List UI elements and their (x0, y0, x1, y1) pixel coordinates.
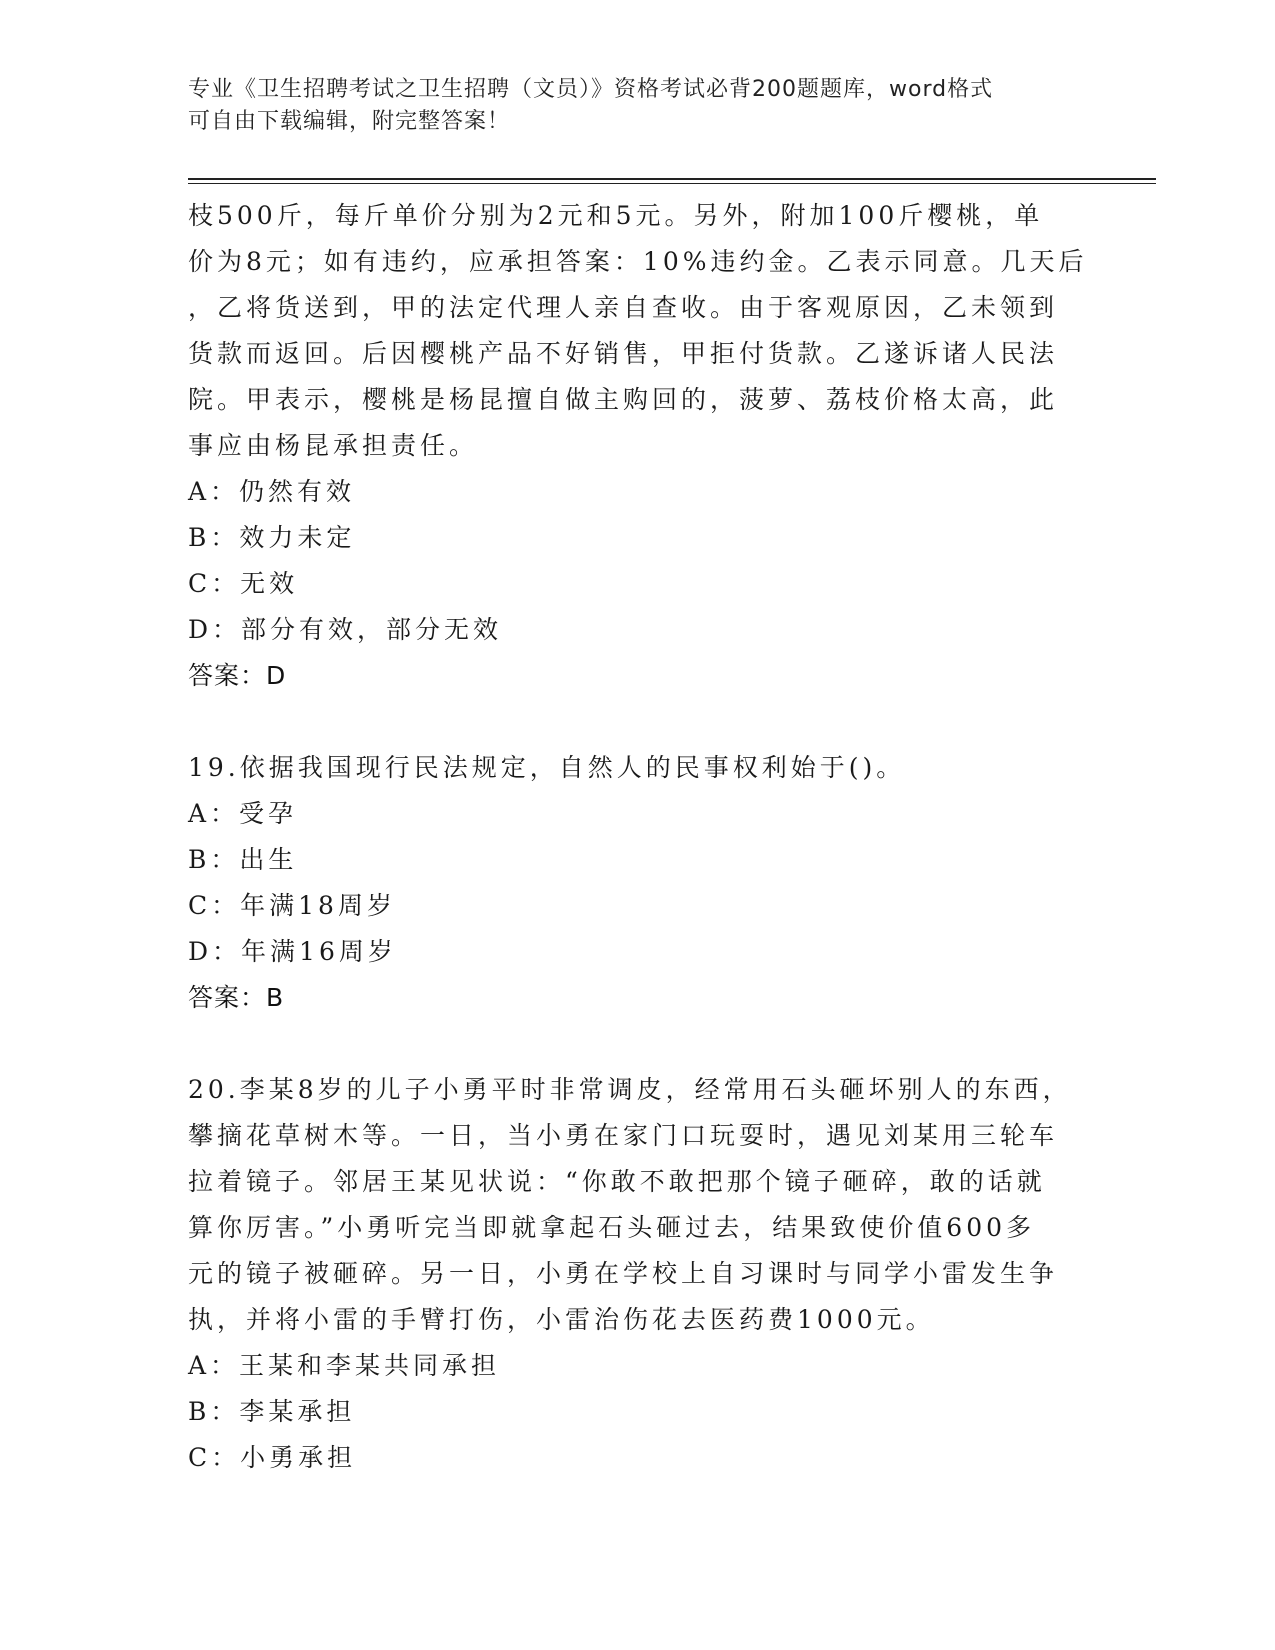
question-text-line: 事应由杨昆承担责任。 (188, 431, 479, 460)
answer-label: 答案：D (188, 661, 287, 690)
document-header (188, 74, 1088, 138)
question-text-line: 货款而返回。后因樱桃产品不好销售，甲拒付货款。乙遂诉诸人民法 (188, 339, 1059, 368)
option-d: D：年满16周岁 (188, 937, 397, 966)
question-text-line: 算你厉害。”小勇听完当即就拿起石头砸过去，结果致使价值600多 (188, 1213, 1036, 1242)
question-text-line: 20.李某8岁的儿子小勇平时非常调皮，经常用石头砸坏别人的东西， (188, 1075, 1072, 1104)
spacer (188, 1021, 1068, 1067)
question-18 (188, 193, 1088, 699)
question-text-line: 元的镜子被砸碎。另一日，小勇在学校上自习课时与同学小雷发生争 (188, 1259, 1059, 1288)
question-text-line: 攀摘花草树木等。一日，当小勇在家门口玩耍时，遇见刘某用三轮车 (188, 1121, 1059, 1150)
question-text-line: 价为8元；如有违约，应承担答案：10%违约金。乙表示同意。几天后 (188, 247, 1088, 276)
header-title-line-2: 可自由下载编辑，附完整答案！ (188, 109, 511, 134)
answer-label: 答案：B (188, 983, 285, 1012)
option-c: C：年满18周岁 (188, 891, 396, 920)
option-a: A：王某和李某共同承担 (188, 1351, 501, 1380)
question-text-line: 拉着镜子。邻居王某见状说：“你敢不敢把那个镜子砸碎，敢的话就 (188, 1167, 1046, 1196)
question-text-line: 院。甲表示，樱桃是杨昆擅自做主购回的，菠萝、荔枝价格太高，此 (188, 385, 1059, 414)
option-a: A：仍然有效 (188, 477, 356, 506)
option-a: A：受孕 (188, 799, 298, 828)
header-title-line-1: 专业《卫生招聘考试之卫生招聘（文员）》资格考试必背200题题库，word格式 (188, 77, 994, 102)
header-rule-thick (188, 178, 1156, 180)
spacer (188, 699, 1068, 745)
option-b: B：李某承担 (188, 1397, 356, 1426)
option-b: B：出生 (188, 845, 298, 874)
question-text-line: 19.依据我国现行民法规定，自然人的民事权利始于()。 (188, 753, 906, 782)
header-rule-thin (188, 183, 1156, 184)
option-d: D：部分有效，部分无效 (188, 615, 503, 644)
question-19 (188, 745, 1068, 1021)
question-text-line: 执，并将小雷的手臂打伤，小雷治伤花去医药费1000元。 (188, 1305, 935, 1334)
document-body (188, 193, 1088, 1481)
option-b: B：效力未定 (188, 523, 356, 552)
option-c: C：小勇承担 (188, 1443, 357, 1472)
question-20 (188, 1067, 1072, 1481)
question-text-line: 枝500斤，每斤单价分别为2元和5元。另外，附加100斤樱桃，单 (188, 201, 1044, 230)
question-text-line: ，乙将货送到，甲的法定代理人亲自查收。由于客观原因，乙未领到 (188, 293, 1059, 322)
option-c: C：无效 (188, 569, 299, 598)
